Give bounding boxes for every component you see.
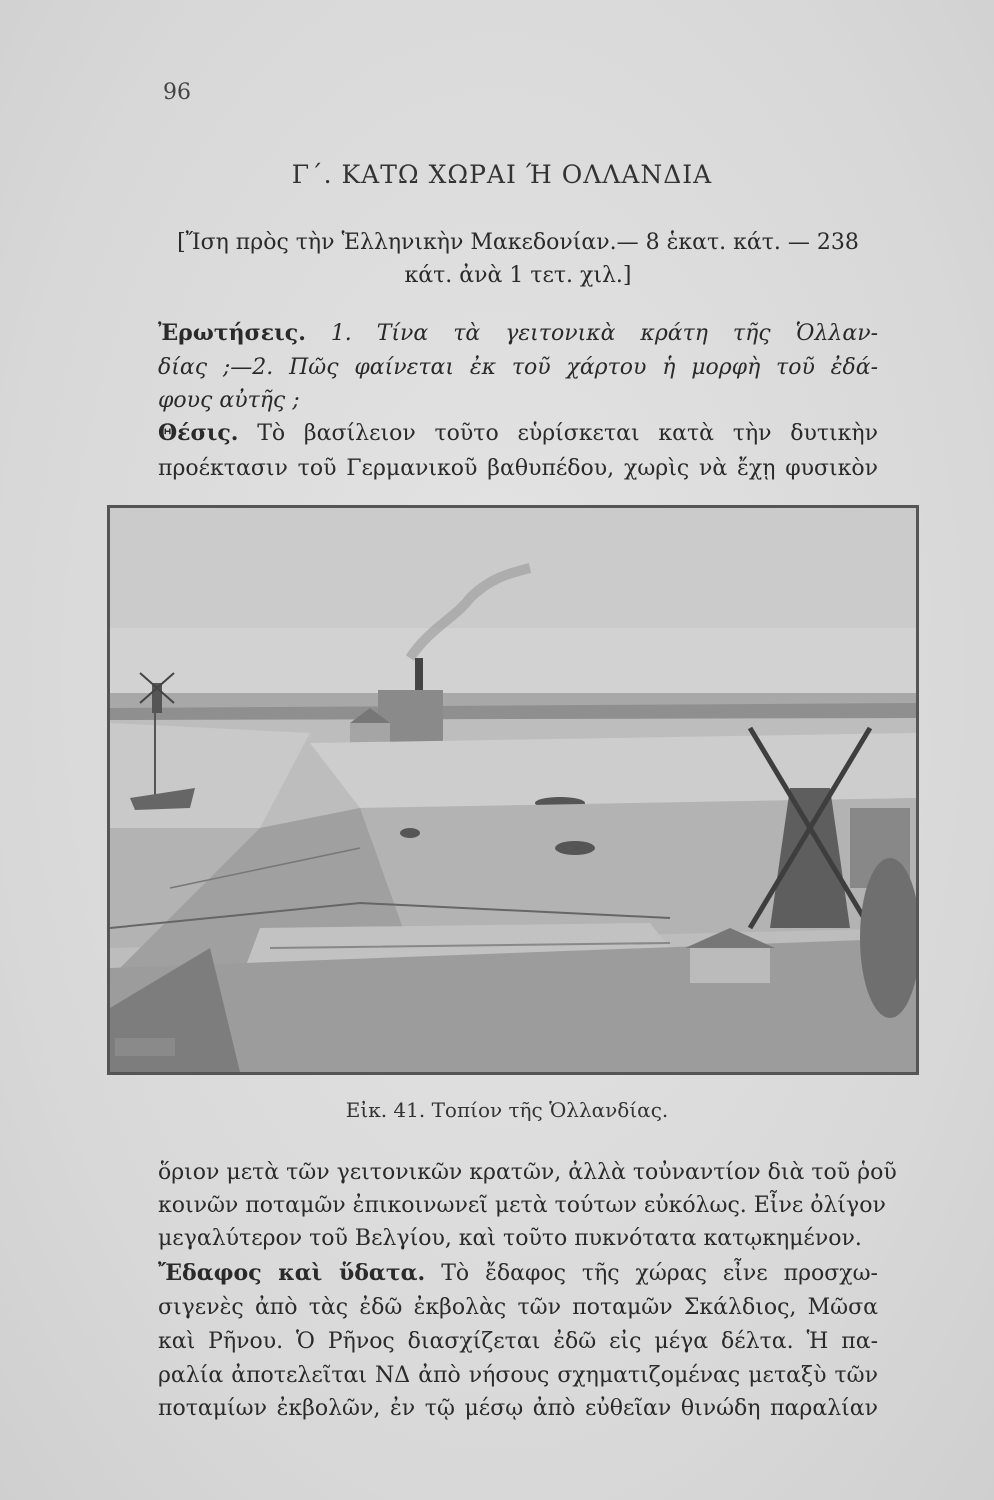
- soil-label: Ἔδαφος καὶ ὕδατα.: [158, 1260, 426, 1286]
- intro-line-2: κάτ. ἀνὰ 1 τετ. χιλ.]: [404, 263, 632, 288]
- thesis-label: Θέσις.: [158, 420, 239, 446]
- questions-line-2: δίας ;—2. Πῶς φαίνεται ἐκ τοῦ χάρτου ἡ μορφὴ τοῦ ἐδά-: [158, 355, 878, 380]
- questions-line-1: [158, 322, 878, 345]
- thesis-text: Τὸ βασίλειον τοῦτο εὑρίσκεται κατὰ τὴν δυτικὴν: [257, 421, 878, 446]
- thesis-line-1: [158, 422, 878, 445]
- body-line-1: ὅριον μετὰ τῶν γειτονικῶν κρατῶν, ἀλλὰ τοὐναντίον διὰ τοῦ ῥοῦ: [158, 1160, 897, 1185]
- dutch-landscape-illustration: [107, 505, 919, 1075]
- soil-line-1: [158, 1262, 878, 1285]
- soil-line-5: ποταμίων ἐκβολῶν, ἐν τῷ μέσῳ ἀπὸ εὐθεῖαν θινώδη παραλίαν: [158, 1396, 878, 1421]
- soil-line-3: καὶ Ρῆνου. Ὁ Ρῆνος διασχίζεται ἐδῶ εἰς μέγα δέλτα. Ἡ πα-: [158, 1329, 878, 1354]
- soil-text: Τὸ ἔδαφος τῆς χώρας εἶνε προσχω-: [441, 1261, 878, 1286]
- questions-text: 1. Τίνα τὰ γειτονικὰ κράτη τῆς Ὁλλαν-: [330, 321, 879, 346]
- thesis-line-2: προέκτασιν τοῦ Γερμανικοῦ βαθυπέδου, χωρὶς νὰ ἔχῃ φυσικὸν: [158, 456, 878, 481]
- soil-line-4: ραλία ἀποτελεῖται ΝΔ ἀπὸ νήσους σχηματιζομένας μεταξὺ τῶν: [158, 1363, 878, 1388]
- body-line-3: μεγαλύτερον τοῦ Βελγίου, καὶ τοῦτο πυκνότατα κατῳκημένον.: [158, 1226, 862, 1251]
- questions-label: Ἐρωτήσεις.: [158, 320, 306, 346]
- body-line-2: κοινῶν ποταμῶν ἐπικοινωνεῖ μετὰ τούτων εὐκόλως. Εἶνε ὀλίγον: [158, 1193, 886, 1218]
- questions-line-3: φους αὐτῆς ;: [158, 388, 300, 413]
- page-number: 96: [163, 80, 191, 105]
- intro-line-1: [Ἴση πρὸς τὴν Ἑλληνικὴν Μακεδονίαν.— 8 ἑκατ. κάτ. — 238: [177, 230, 859, 255]
- figure-caption: Εἰκ. 41. Τοπίον τῆς Ὁλλανδίας.: [345, 1098, 669, 1122]
- soil-line-2: σιγενὲς ἀπὸ τὰς ἐδῶ ἐκβολὰς τῶν ποταμῶν Σκάλδιος, Μῶσα: [158, 1295, 878, 1320]
- landscape-engraving: [110, 508, 916, 1072]
- chapter-title: Γ΄. ΚΑΤΩ ΧΩΡΑΙ Ή ΟΛΛΑΝΔΙΑ: [291, 160, 713, 189]
